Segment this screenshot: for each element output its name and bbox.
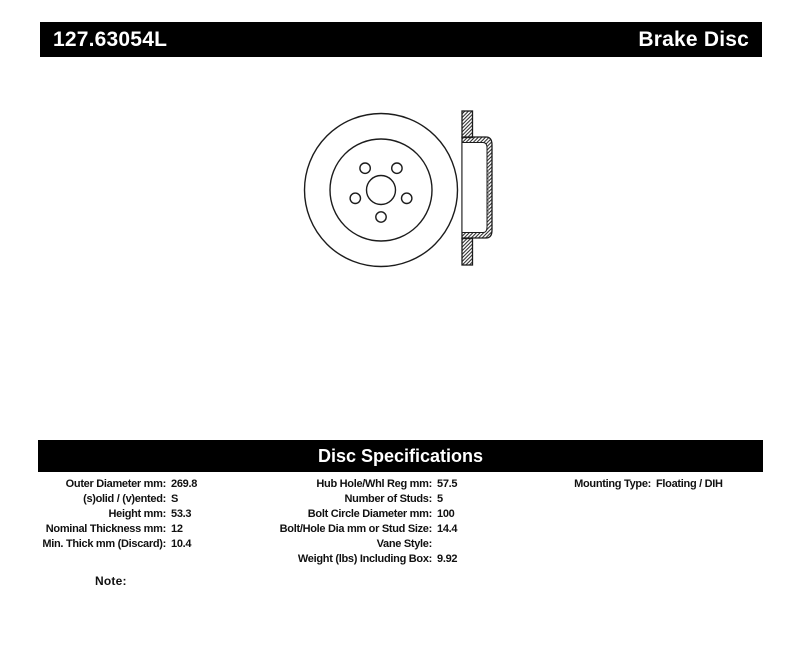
hub-hole-circle <box>367 176 396 205</box>
hat-section-inner <box>462 143 487 233</box>
outer-diameter-circle <box>305 114 458 267</box>
spec-row <box>258 476 457 491</box>
spec-row <box>20 476 197 491</box>
stud-hole <box>360 163 370 173</box>
spec-value: 10.4 <box>171 537 192 550</box>
stud-hole <box>350 193 360 203</box>
spec-label: Weight (lbs) Including Box: <box>297 552 432 565</box>
spec-label: Mounting Type: <box>574 477 651 490</box>
spec-value: S <box>171 492 179 505</box>
spec-row <box>258 536 457 551</box>
spec-label: Hub Hole/Whl Reg mm: <box>316 477 432 490</box>
stud-hole <box>402 193 412 203</box>
spec-section-bar <box>38 440 763 472</box>
spec-row <box>508 476 723 491</box>
spec-label: Outer Diameter mm: <box>65 477 166 490</box>
spec-value: 269.8 <box>171 477 198 490</box>
spec-row <box>20 521 197 536</box>
spec-value: 57.5 <box>437 477 458 490</box>
stud-hole <box>392 163 402 173</box>
spec-value: 100 <box>437 507 455 520</box>
spec-label: Min. Thick mm (Discard): <box>42 537 166 550</box>
brake-disc-front-view <box>305 114 458 267</box>
spec-row <box>258 491 457 506</box>
stud-hole <box>376 212 386 222</box>
spec-value: 14.4 <box>437 522 458 535</box>
spec-value: 5 <box>437 492 443 505</box>
spec-row <box>258 506 457 521</box>
spec-label: Vane Style: <box>376 537 432 550</box>
spec-column-mounting <box>508 476 723 491</box>
spec-label: Bolt Circle Diameter mm: <box>307 507 432 520</box>
spec-row <box>20 491 197 506</box>
spec-value: 53.3 <box>171 507 192 520</box>
spec-column-hub <box>258 476 457 566</box>
spec-column-dimensions <box>20 476 197 551</box>
spec-section-title: Disc Specifications <box>317 445 484 466</box>
spec-label: Height mm: <box>108 507 166 520</box>
rotor-band-bottom <box>462 239 473 266</box>
spec-row <box>20 536 197 551</box>
spec-value: Floating / DIH <box>656 477 723 490</box>
spec-label: Bolt/Hole Dia mm or Stud Size: <box>279 522 432 535</box>
spec-row <box>20 506 197 521</box>
spec-value: 12 <box>171 522 183 535</box>
spec-label: Nominal Thickness mm: <box>45 522 166 535</box>
part-number: 127.63054L <box>53 27 168 51</box>
note-label: Note: <box>95 574 127 588</box>
spec-row <box>258 521 457 536</box>
spec-label: (s)olid / (v)ented: <box>83 492 166 505</box>
spec-value: 9.92 <box>437 552 458 565</box>
spec-label: Number of Studs: <box>344 492 432 505</box>
hat-circle <box>330 139 432 241</box>
brake-disc-cross-section <box>462 111 492 265</box>
spec-row <box>258 551 457 566</box>
product-title: Brake Disc <box>638 27 749 51</box>
rotor-band-top <box>462 111 473 138</box>
